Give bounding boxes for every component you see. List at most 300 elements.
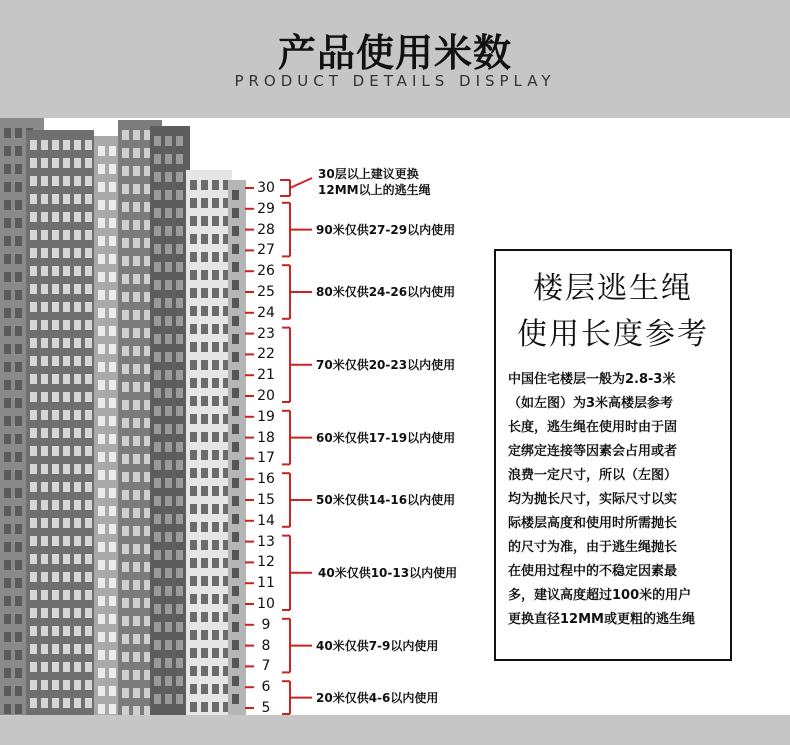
tower-window	[30, 446, 37, 456]
tower-window	[190, 504, 197, 514]
tower-window	[74, 284, 81, 294]
tower-window	[212, 342, 219, 352]
tower-window	[201, 234, 208, 244]
tower-window	[201, 468, 208, 478]
tower-window	[201, 666, 208, 676]
tower-window	[176, 532, 183, 542]
tower-window	[133, 670, 140, 680]
tower-window	[109, 380, 116, 390]
tower-window	[98, 578, 105, 588]
tower-window	[212, 450, 219, 460]
tower-window	[232, 604, 239, 614]
tower-window	[212, 378, 219, 388]
tower-window	[74, 428, 81, 438]
tower-window	[30, 698, 37, 708]
tower-window	[109, 632, 116, 642]
tower-window	[133, 652, 140, 662]
tower-window	[176, 622, 183, 632]
tower-window	[201, 450, 208, 460]
floor-number: 26	[257, 263, 275, 280]
tower-window	[176, 316, 183, 326]
tower-window	[165, 370, 172, 380]
tower-window	[190, 558, 197, 568]
tower-window	[165, 172, 172, 182]
tower-window	[190, 522, 197, 532]
tower-window	[165, 640, 172, 650]
tower-window	[165, 388, 172, 398]
tower-window	[85, 644, 92, 654]
tower-window	[190, 270, 197, 280]
tower-window	[109, 434, 116, 444]
tower-window	[212, 198, 219, 208]
tower-window	[98, 686, 105, 696]
tower-window	[122, 652, 129, 662]
tower-window	[165, 658, 172, 668]
tower-window	[4, 704, 11, 714]
tower-window	[201, 630, 208, 640]
floor-number: 22	[257, 346, 275, 363]
tower-window	[85, 500, 92, 510]
tower-window	[201, 342, 208, 352]
tower-window	[144, 652, 151, 662]
building-illustration	[0, 118, 490, 715]
tower-window	[30, 554, 37, 564]
tower-window	[133, 580, 140, 590]
tower-window	[85, 446, 92, 456]
tower-window	[85, 608, 92, 618]
tower-window	[98, 542, 105, 552]
tower-window	[52, 194, 59, 204]
tower-window	[190, 648, 197, 658]
tower-window	[133, 220, 140, 230]
tower-window	[74, 536, 81, 546]
tower-window	[15, 236, 22, 246]
tower-window	[41, 554, 48, 564]
tower-window	[133, 706, 140, 715]
tower-window	[74, 644, 81, 654]
tower-window	[74, 698, 81, 708]
tower-window	[144, 364, 151, 374]
tower-window	[85, 194, 92, 204]
upgrade-note	[318, 166, 431, 198]
tower-window	[122, 616, 129, 626]
tower-window	[109, 200, 116, 210]
tower-window	[232, 262, 239, 272]
tower-window	[4, 488, 11, 498]
tower-window	[98, 614, 105, 624]
tower-window	[144, 670, 151, 680]
tower-window	[232, 244, 239, 254]
tower-window	[122, 382, 129, 392]
tower-window	[212, 630, 219, 640]
tower-window	[52, 626, 59, 636]
tower-window	[212, 648, 219, 658]
tower-window	[154, 424, 161, 434]
tower-window	[63, 194, 70, 204]
tower-window	[52, 266, 59, 276]
tower-window	[212, 666, 219, 676]
tower-window	[201, 180, 208, 190]
tower-window	[85, 356, 92, 366]
tower-window	[63, 590, 70, 600]
tower-window	[41, 410, 48, 420]
tower-window	[176, 280, 183, 290]
tower-window	[122, 184, 129, 194]
tower-window	[4, 452, 11, 462]
tower-window	[154, 154, 161, 164]
tower-window	[190, 594, 197, 604]
tower-window	[63, 554, 70, 564]
tower-window	[15, 452, 22, 462]
tower-window	[165, 136, 172, 146]
info-box-body-line: 长度，逃生绳在使用时由于固	[508, 420, 678, 435]
floor-number: 17	[257, 450, 275, 467]
info-box-body-line: 均为抛长尺寸，实际尺寸以实	[508, 492, 678, 507]
tower-window	[98, 218, 105, 228]
tower-window	[122, 346, 129, 356]
tower-window	[109, 272, 116, 282]
tower-window	[98, 362, 105, 372]
tower-window	[74, 446, 81, 456]
tower-window	[144, 490, 151, 500]
tower-window	[122, 130, 129, 140]
tower-window	[109, 326, 116, 336]
tower-window	[154, 550, 161, 560]
tower-window	[74, 176, 81, 186]
tower-window	[201, 504, 208, 514]
tower-window	[4, 164, 11, 174]
tower-window	[165, 478, 172, 488]
tower-window	[133, 382, 140, 392]
tower-window	[122, 580, 129, 590]
tower-window	[165, 460, 172, 470]
tower-window	[109, 254, 116, 264]
tower-window	[98, 380, 105, 390]
tower-window	[98, 452, 105, 462]
tower-window	[74, 590, 81, 600]
tower-window	[4, 362, 11, 372]
tower-window	[41, 158, 48, 168]
page-title: 产品使用米数	[277, 31, 512, 75]
tower-window	[133, 166, 140, 176]
tower-window	[165, 532, 172, 542]
tower-window	[74, 500, 81, 510]
tower-window	[74, 662, 81, 672]
tower-window	[165, 334, 172, 344]
tower-window	[232, 460, 239, 470]
floor-number: 8	[261, 637, 271, 654]
tower-window	[15, 416, 22, 426]
tower-window	[154, 694, 161, 704]
tower-window	[144, 310, 151, 320]
tower-window	[190, 576, 197, 586]
range-label: 70米仅供20-23以内使用	[316, 357, 456, 372]
tower-window	[15, 470, 22, 480]
tower-window	[74, 356, 81, 366]
tower-window	[190, 288, 197, 298]
tower-window	[176, 154, 183, 164]
tower-window	[109, 452, 116, 462]
tower-window	[41, 680, 48, 690]
tower-window	[144, 166, 151, 176]
tower-window	[176, 424, 183, 434]
tower-window	[15, 632, 22, 642]
tower-window	[154, 244, 161, 254]
tower-window	[212, 252, 219, 262]
tower-window	[201, 306, 208, 316]
tower-window	[212, 324, 219, 334]
tower-window	[165, 316, 172, 326]
tower-window	[30, 266, 37, 276]
tower-window	[190, 450, 197, 460]
tower-window	[232, 352, 239, 362]
tower-window	[15, 542, 22, 552]
tower-window	[154, 190, 161, 200]
tower-window	[4, 326, 11, 336]
tower-window	[98, 704, 105, 714]
tower-window	[154, 442, 161, 452]
tower-window	[154, 388, 161, 398]
tower-window	[30, 410, 37, 420]
tower-window	[165, 496, 172, 506]
upgrade-note-line1: 30层以上建议更换	[318, 167, 419, 181]
tower-window	[176, 568, 183, 578]
tower-window	[201, 702, 208, 712]
tower-window	[165, 568, 172, 578]
tower-window	[63, 176, 70, 186]
tower-window	[154, 496, 161, 506]
tower-window	[85, 662, 92, 672]
tower-window	[98, 668, 105, 678]
tower-window	[52, 374, 59, 384]
tower-window	[109, 524, 116, 534]
tower-window	[63, 356, 70, 366]
floor-number: 27	[257, 242, 275, 259]
tower-window	[190, 306, 197, 316]
tower-window	[122, 634, 129, 644]
tower-window	[165, 622, 172, 632]
tower-window	[4, 218, 11, 228]
tower-window	[154, 676, 161, 686]
tower-window	[122, 670, 129, 680]
tower-window	[176, 442, 183, 452]
tower-window	[165, 280, 172, 290]
tower-window	[232, 640, 239, 650]
tower-window	[85, 428, 92, 438]
tower-window	[63, 446, 70, 456]
tower-window	[4, 614, 11, 624]
tower-window	[74, 266, 81, 276]
tower-window	[30, 608, 37, 618]
tower-window	[63, 140, 70, 150]
tower-window	[201, 540, 208, 550]
tower-window	[232, 496, 239, 506]
tower-window	[232, 316, 239, 326]
tower-window	[154, 226, 161, 236]
tower-window	[165, 676, 172, 686]
tower-window	[4, 290, 11, 300]
tower-window	[98, 560, 105, 570]
tower-window	[154, 370, 161, 380]
tower-window	[85, 338, 92, 348]
tower-window	[212, 432, 219, 442]
tower-window	[63, 572, 70, 582]
tower-window	[144, 382, 151, 392]
tower-window	[74, 608, 81, 618]
tower-window	[122, 454, 129, 464]
tower-window	[74, 194, 81, 204]
tower-window	[15, 578, 22, 588]
tower-window	[85, 680, 92, 690]
tower-window	[144, 688, 151, 698]
tower-window	[144, 202, 151, 212]
tower-window	[232, 388, 239, 398]
tower-window	[63, 392, 70, 402]
tower-window	[74, 464, 81, 474]
tower-window	[4, 308, 11, 318]
tower-window	[201, 360, 208, 370]
tower-window	[201, 216, 208, 226]
tower-window	[232, 532, 239, 542]
tower-window	[232, 586, 239, 596]
tower-window	[4, 650, 11, 660]
tower-window	[98, 200, 105, 210]
floor-number: 21	[257, 367, 275, 384]
tower-window	[201, 378, 208, 388]
tower-window	[98, 524, 105, 534]
tower-window	[165, 406, 172, 416]
tower-window	[30, 194, 37, 204]
tower-window	[165, 694, 172, 704]
tower-window	[30, 302, 37, 312]
tower-window	[15, 326, 22, 336]
floor-number: 28	[257, 221, 275, 238]
tower-window	[30, 284, 37, 294]
tower-window	[30, 482, 37, 492]
tower-window	[154, 334, 161, 344]
tower-window	[232, 370, 239, 380]
tower-window	[41, 212, 48, 222]
tower-window	[41, 176, 48, 186]
tower-window	[201, 648, 208, 658]
tower-window	[154, 208, 161, 218]
tower-window	[144, 418, 151, 428]
upgrade-note-line2: 12MM以上的逃生绳	[318, 183, 431, 197]
tower-window	[109, 344, 116, 354]
tower-window	[41, 518, 48, 528]
tower-window	[133, 292, 140, 302]
tower-window	[109, 416, 116, 426]
tower-window	[144, 508, 151, 518]
tower-window	[15, 308, 22, 318]
tower-window	[144, 526, 151, 536]
tower-window	[190, 198, 197, 208]
tower-window	[85, 392, 92, 402]
floor-number: 29	[257, 200, 275, 217]
tower-window	[63, 644, 70, 654]
tower-window	[212, 360, 219, 370]
tower-window	[232, 676, 239, 686]
tower-window	[30, 428, 37, 438]
tower-window	[52, 356, 59, 366]
tower-window	[201, 522, 208, 532]
tower-window	[74, 248, 81, 258]
tower-window	[15, 506, 22, 516]
range-label: 40米仅供7-9以内使用	[316, 638, 439, 653]
tower-window	[15, 614, 22, 624]
tower-window	[122, 490, 129, 500]
tower-window	[41, 608, 48, 618]
tower-window	[30, 320, 37, 330]
tower-window	[144, 580, 151, 590]
tower-window	[52, 644, 59, 654]
tower-window	[190, 252, 197, 262]
tower-window	[176, 226, 183, 236]
tower-window	[232, 226, 239, 236]
tower-window	[212, 522, 219, 532]
tower-window	[109, 362, 116, 372]
tower-window	[176, 190, 183, 200]
tower-window	[85, 284, 92, 294]
tower-window	[98, 650, 105, 660]
tower-window	[63, 428, 70, 438]
tower-window	[165, 586, 172, 596]
info-box-body-line: 在使用过程中的不稳定因素最	[508, 564, 678, 579]
tower-window	[133, 562, 140, 572]
tower-window	[201, 612, 208, 622]
tower-window	[85, 248, 92, 258]
floor-number: 6	[261, 679, 271, 696]
tower-window	[122, 220, 129, 230]
tower-window	[52, 608, 59, 618]
tower-window	[41, 572, 48, 582]
tower-window	[15, 560, 22, 570]
tower-window	[52, 554, 59, 564]
floor-number: 24	[257, 304, 275, 321]
tower-window	[15, 488, 22, 498]
tower-window	[98, 488, 105, 498]
tower-window	[41, 482, 48, 492]
tower-window	[165, 190, 172, 200]
tower-window	[232, 406, 239, 416]
tower-window	[133, 454, 140, 464]
tower-window	[190, 324, 197, 334]
tower-window	[41, 194, 48, 204]
content-panel	[0, 118, 790, 715]
tower-window	[41, 356, 48, 366]
tower-window	[122, 688, 129, 698]
tower-window	[63, 212, 70, 222]
tower-window	[190, 180, 197, 190]
tower-window	[85, 698, 92, 708]
tower-window	[63, 698, 70, 708]
tower-window	[41, 446, 48, 456]
tower-window	[176, 172, 183, 182]
tower-window	[109, 704, 116, 714]
tower-window	[41, 338, 48, 348]
tower-window	[4, 416, 11, 426]
tower-window	[15, 380, 22, 390]
tower-window	[41, 428, 48, 438]
tower-window	[98, 506, 105, 516]
tower-window	[15, 596, 22, 606]
tower-window	[109, 164, 116, 174]
tower-window	[109, 146, 116, 156]
tower-window	[154, 586, 161, 596]
floor-number: 7	[261, 658, 271, 675]
tower-window	[176, 298, 183, 308]
tower-window	[52, 572, 59, 582]
